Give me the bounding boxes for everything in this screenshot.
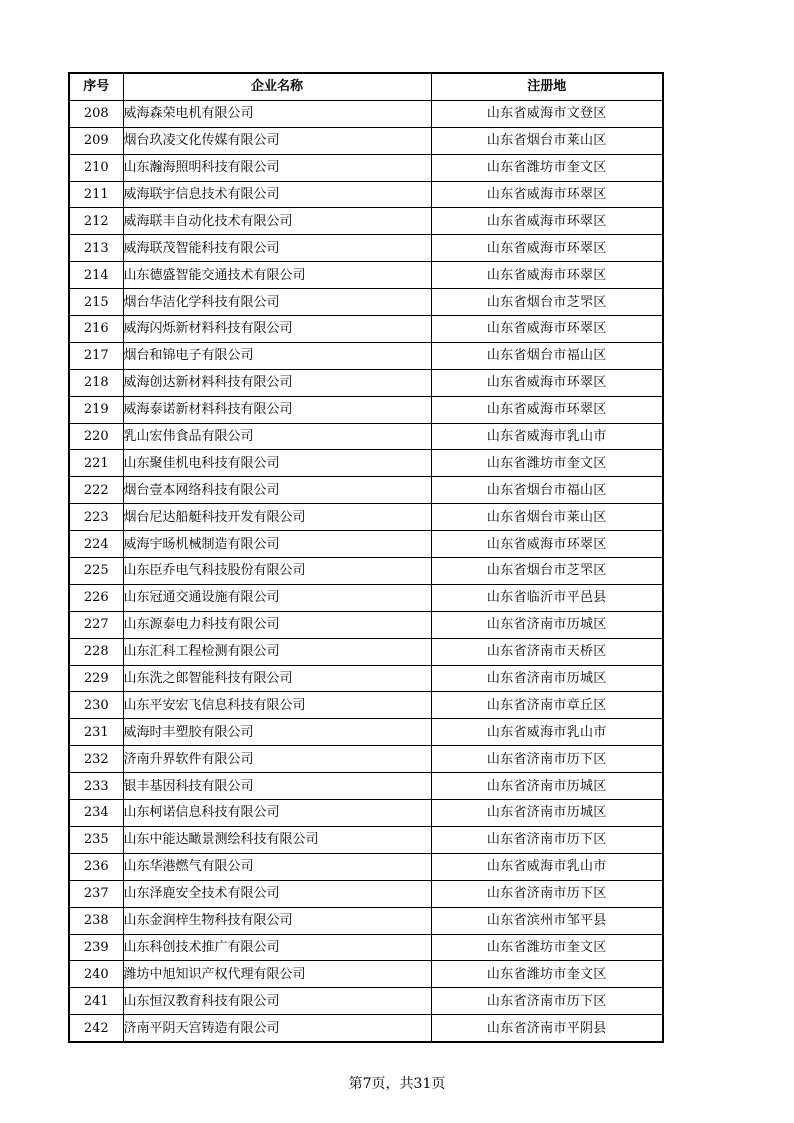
row-company-name: 威海泰诺新材料科技有限公司 xyxy=(123,396,431,423)
table-row xyxy=(69,181,663,208)
table-row xyxy=(69,450,663,477)
table-row xyxy=(69,934,663,961)
row-registered-place: 山东省潍坊市奎文区 xyxy=(431,961,663,988)
row-seq: 215 xyxy=(69,289,123,316)
row-company-name: 山东柯诺信息科技有限公司 xyxy=(123,800,431,827)
row-seq: 237 xyxy=(69,880,123,907)
table-row xyxy=(69,316,663,343)
row-registered-place: 山东省威海市环翠区 xyxy=(431,369,663,396)
table-row xyxy=(69,235,663,262)
row-company-name: 山东聚佳机电科技有限公司 xyxy=(123,450,431,477)
row-seq: 228 xyxy=(69,638,123,665)
row-registered-place: 山东省济南市历下区 xyxy=(431,880,663,907)
row-seq: 238 xyxy=(69,907,123,934)
row-seq: 223 xyxy=(69,504,123,531)
row-registered-place: 山东省济南市天桥区 xyxy=(431,638,663,665)
row-registered-place: 山东省济南市历城区 xyxy=(431,800,663,827)
row-seq: 214 xyxy=(69,262,123,289)
table-row xyxy=(69,208,663,235)
row-registered-place: 山东省烟台市福山区 xyxy=(431,477,663,504)
row-company-name: 威海联茂智能科技有限公司 xyxy=(123,235,431,262)
table-row xyxy=(69,1015,663,1042)
row-registered-place: 山东省济南市历城区 xyxy=(431,665,663,692)
row-registered-place: 山东省济南市历下区 xyxy=(431,746,663,773)
table-row xyxy=(69,692,663,719)
row-seq: 242 xyxy=(69,1015,123,1042)
table-row xyxy=(69,504,663,531)
row-registered-place: 山东省威海市环翠区 xyxy=(431,235,663,262)
row-company-name: 烟台壹本网络科技有限公司 xyxy=(123,477,431,504)
row-seq: 221 xyxy=(69,450,123,477)
row-seq: 219 xyxy=(69,396,123,423)
row-company-name: 威海闪烁新材料科技有限公司 xyxy=(123,316,431,343)
table-row xyxy=(69,665,663,692)
row-company-name: 山东汇科工程检测有限公司 xyxy=(123,638,431,665)
table-row xyxy=(69,907,663,934)
row-seq: 232 xyxy=(69,746,123,773)
row-registered-place: 山东省潍坊市奎文区 xyxy=(431,450,663,477)
row-registered-place: 山东省烟台市福山区 xyxy=(431,342,663,369)
row-registered-place: 山东省威海市乳山市 xyxy=(431,423,663,450)
row-company-name: 潍坊中旭知识产权代理有限公司 xyxy=(123,961,431,988)
table-row xyxy=(69,880,663,907)
row-registered-place: 山东省烟台市莱山区 xyxy=(431,127,663,154)
row-seq: 212 xyxy=(69,208,123,235)
row-company-name: 山东中能达瞰景测绘科技有限公司 xyxy=(123,826,431,853)
row-company-name: 山东德盛智能交通技术有限公司 xyxy=(123,262,431,289)
row-company-name: 银丰基因科技有限公司 xyxy=(123,773,431,800)
table-row xyxy=(69,611,663,638)
row-seq: 225 xyxy=(69,558,123,585)
row-company-name: 威海联丰自动化技术有限公司 xyxy=(123,208,431,235)
row-company-name: 烟台和锦电子有限公司 xyxy=(123,342,431,369)
row-company-name: 威海联宇信息技术有限公司 xyxy=(123,181,431,208)
row-registered-place: 山东省潍坊市奎文区 xyxy=(431,154,663,181)
row-company-name: 山东洗之郎智能科技有限公司 xyxy=(123,665,431,692)
row-seq: 222 xyxy=(69,477,123,504)
table-row xyxy=(69,853,663,880)
row-seq: 216 xyxy=(69,316,123,343)
row-company-name: 山东臣乔电气科技股份有限公司 xyxy=(123,558,431,585)
table-row xyxy=(69,262,663,289)
row-seq: 231 xyxy=(69,719,123,746)
row-registered-place: 山东省烟台市芝罘区 xyxy=(431,558,663,585)
table-row xyxy=(69,423,663,450)
table-row xyxy=(69,289,663,316)
row-registered-place: 山东省威海市环翠区 xyxy=(431,181,663,208)
table-row xyxy=(69,100,663,127)
row-registered-place: 山东省临沂市平邑县 xyxy=(431,584,663,611)
registry-table xyxy=(68,72,664,1043)
row-company-name: 山东泽鹿安全技术有限公司 xyxy=(123,880,431,907)
row-registered-place: 山东省威海市乳山市 xyxy=(431,853,663,880)
row-registered-place: 山东省威海市环翠区 xyxy=(431,531,663,558)
row-seq: 210 xyxy=(69,154,123,181)
header-registered-place: 注册地 xyxy=(431,73,663,100)
table-row xyxy=(69,558,663,585)
header-company-name: 企业名称 xyxy=(123,73,431,100)
table-row xyxy=(69,342,663,369)
row-seq: 217 xyxy=(69,342,123,369)
row-registered-place: 山东省威海市环翠区 xyxy=(431,316,663,343)
row-company-name: 威海宇旸机械制造有限公司 xyxy=(123,531,431,558)
row-registered-place: 山东省潍坊市奎文区 xyxy=(431,934,663,961)
table-row xyxy=(69,584,663,611)
row-seq: 230 xyxy=(69,692,123,719)
table-row xyxy=(69,477,663,504)
row-company-name: 山东华港燃气有限公司 xyxy=(123,853,431,880)
row-seq: 218 xyxy=(69,369,123,396)
table-row xyxy=(69,638,663,665)
row-company-name: 烟台玖凌文化传媒有限公司 xyxy=(123,127,431,154)
row-seq: 241 xyxy=(69,988,123,1015)
row-company-name: 山东冠通交通设施有限公司 xyxy=(123,584,431,611)
header-row xyxy=(69,73,663,100)
row-company-name: 山东瀚海照明科技有限公司 xyxy=(123,154,431,181)
table-row xyxy=(69,800,663,827)
row-registered-place: 山东省威海市环翠区 xyxy=(431,208,663,235)
row-seq: 208 xyxy=(69,100,123,127)
table-row xyxy=(69,961,663,988)
row-seq: 234 xyxy=(69,800,123,827)
table-row xyxy=(69,746,663,773)
row-registered-place: 山东省济南市历下区 xyxy=(431,826,663,853)
row-seq: 235 xyxy=(69,826,123,853)
row-company-name: 威海时丰塑胶有限公司 xyxy=(123,719,431,746)
row-registered-place: 山东省济南市历下区 xyxy=(431,988,663,1015)
page-number: 第7页，共31页 xyxy=(348,1076,446,1092)
table-row xyxy=(69,154,663,181)
row-seq: 211 xyxy=(69,181,123,208)
row-registered-place: 山东省济南市历城区 xyxy=(431,611,663,638)
row-seq: 229 xyxy=(69,665,123,692)
row-company-name: 济南升界软件有限公司 xyxy=(123,746,431,773)
row-company-name: 山东平安宏飞信息科技有限公司 xyxy=(123,692,431,719)
row-company-name: 山东源泰电力科技有限公司 xyxy=(123,611,431,638)
row-registered-place: 山东省威海市文登区 xyxy=(431,100,663,127)
row-registered-place: 山东省威海市乳山市 xyxy=(431,719,663,746)
row-company-name: 山东恒汉教育科技有限公司 xyxy=(123,988,431,1015)
row-company-name: 山东金润梓生物科技有限公司 xyxy=(123,907,431,934)
row-seq: 239 xyxy=(69,934,123,961)
row-registered-place: 山东省济南市章丘区 xyxy=(431,692,663,719)
row-seq: 220 xyxy=(69,423,123,450)
row-seq: 233 xyxy=(69,773,123,800)
row-registered-place: 山东省威海市环翠区 xyxy=(431,396,663,423)
row-registered-place: 山东省烟台市莱山区 xyxy=(431,504,663,531)
row-seq: 209 xyxy=(69,127,123,154)
table-body xyxy=(69,100,663,1042)
table-row xyxy=(69,531,663,558)
header-seq: 序号 xyxy=(69,73,123,100)
row-registered-place: 山东省济南市平阴县 xyxy=(431,1015,663,1042)
row-company-name: 烟台华洁化学科技有限公司 xyxy=(123,289,431,316)
table-row xyxy=(69,369,663,396)
row-seq: 213 xyxy=(69,235,123,262)
row-company-name: 乳山宏伟食品有限公司 xyxy=(123,423,431,450)
row-registered-place: 山东省济南市历城区 xyxy=(431,773,663,800)
row-seq: 240 xyxy=(69,961,123,988)
table-row xyxy=(69,773,663,800)
row-registered-place: 山东省烟台市芝罘区 xyxy=(431,289,663,316)
row-registered-place: 山东省威海市环翠区 xyxy=(431,262,663,289)
row-seq: 224 xyxy=(69,531,123,558)
row-seq: 236 xyxy=(69,853,123,880)
row-seq: 226 xyxy=(69,584,123,611)
row-registered-place: 山东省滨州市邹平县 xyxy=(431,907,663,934)
row-company-name: 烟台尼达船艇科技开发有限公司 xyxy=(123,504,431,531)
row-company-name: 威海创达新材料科技有限公司 xyxy=(123,369,431,396)
table-row xyxy=(69,127,663,154)
table-row xyxy=(69,988,663,1015)
table-row xyxy=(69,719,663,746)
row-company-name: 济南平阴天宫铸造有限公司 xyxy=(123,1015,431,1042)
table-row xyxy=(69,396,663,423)
row-company-name: 威海森荣电机有限公司 xyxy=(123,100,431,127)
table-row xyxy=(69,826,663,853)
row-company-name: 山东科创技术推广有限公司 xyxy=(123,934,431,961)
row-seq: 227 xyxy=(69,611,123,638)
